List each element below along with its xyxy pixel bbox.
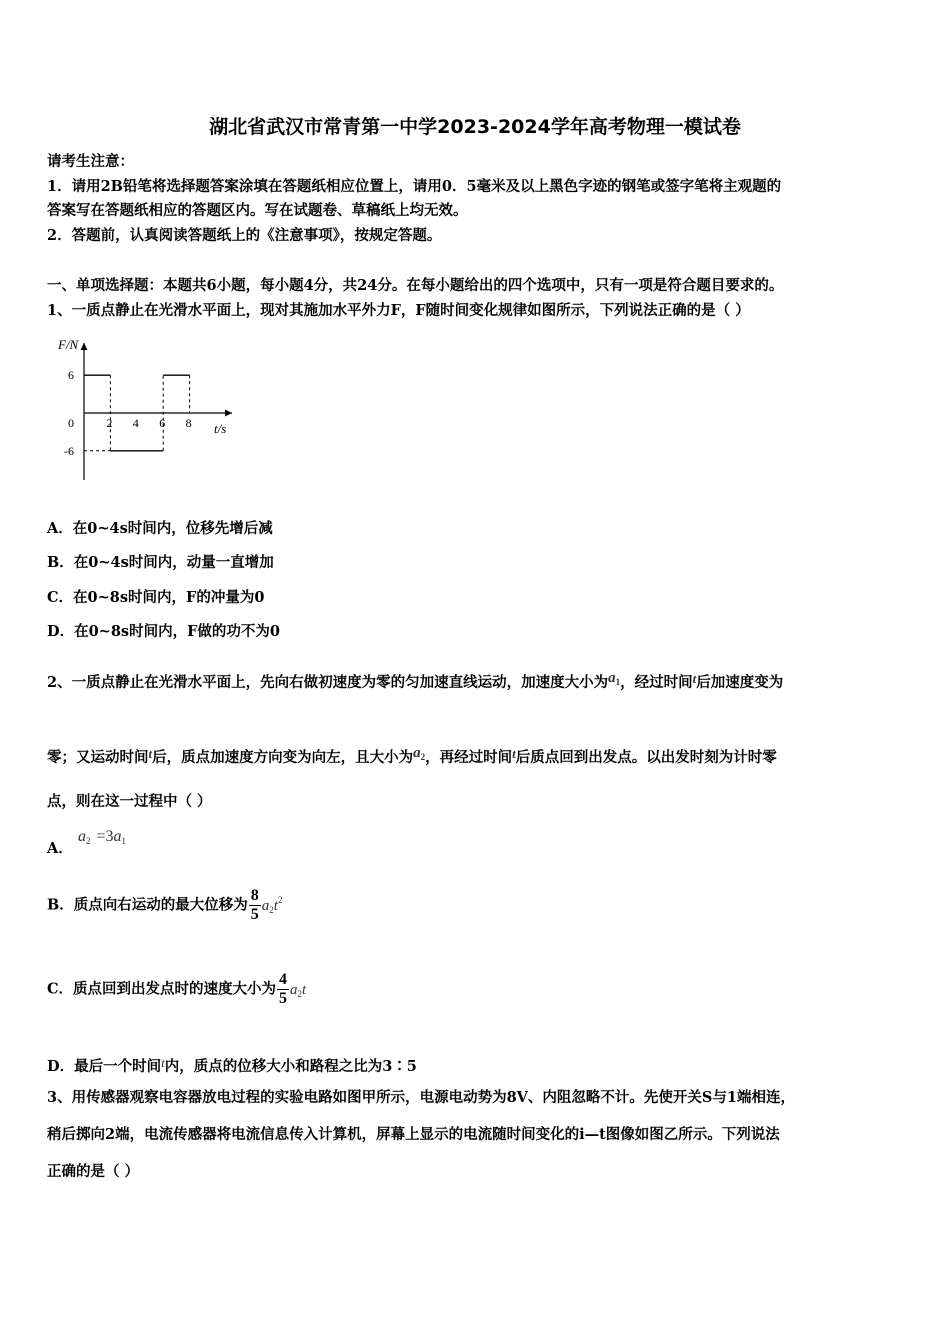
q3-line-2: 稍后掷向2端，电流传感器将电流信息传入计算机，屏幕上显示的电流随时间变化的i—t图像如图乙所示。下列说法 — [47, 1126, 780, 1143]
q1-option-d: D．在0~8s时间内，F做的功不为0 — [47, 623, 280, 640]
q2-line-1: 2、一质点静止在光滑水平面上，先向右做初速度为零的匀加速直线运动，加速度大小为$a_1$，经过时间t后加速度变为 — [47, 670, 784, 691]
x-tick-label: 6 — [159, 416, 166, 430]
notice-item-2: 2．答题前，认真阅读答题纸上的《注意事项》，按规定答题。 — [47, 227, 442, 244]
notice-heading: 请考生注意： — [47, 153, 134, 170]
y-axis-label: F/N — [58, 337, 79, 352]
q2-line-3: 点，则在这一过程中（ ） — [47, 793, 212, 810]
q2-option-d: D．最后一个时间t内，质点的位移大小和路程之比为3∶5 — [47, 1055, 417, 1075]
x-tick-label: 4 — [132, 416, 139, 430]
q1-option-c: C．在0~8s时间内，F的冲量为0 — [47, 589, 265, 606]
x-tick-label: 8 — [185, 416, 192, 430]
q2-option-c: C．质点回到出发点时的速度大小为 $\frac{4}{5}$ $a_2t$ — [47, 971, 307, 1007]
y-tick-label: -6 — [64, 443, 74, 458]
q3-line-1: 3、用传感器观察电容器放电过程的实验电路如图甲所示，电源电动势为8V、内阻忽略不计。先使开关S与1端相连， — [47, 1089, 795, 1106]
x-axis-label: t/s — [214, 421, 227, 436]
fraction-8-5: $\frac{8}{5}$ — [250, 887, 259, 923]
q1-option-b: B．在0~4s时间内，动量一直增加 — [47, 554, 274, 571]
q1-stem: 1、一质点静止在光滑水平面上，现对其施加水平外力F，F随时间变化规律如图所示，下列说法正确的是（ ） — [47, 302, 750, 319]
q2-option-a-formula: $a_2 =3a_1$ — [78, 828, 127, 846]
notice-item-1: 1．请用2B铅笔将选择题答案涂填在答题纸相应位置上，请用0．5毫米及以上黑色字迹的钢笔或签字笔将主观题的 — [47, 178, 782, 195]
q1-option-a: A．在0~4s时间内，位移先增后减 — [47, 520, 273, 537]
q1-force-time-chart — [50, 335, 250, 485]
fraction-4-5: $\frac{4}{5}$ — [279, 971, 288, 1007]
section-heading: 一、单项选择题：本题共6小题，每小题4分，共24分。在每小题给出的四个选项中，只有一项是符合题目要求的。 — [47, 277, 784, 294]
notice-item-1-cont: 答案写在答题纸相应的答题区内。写在试题卷、草稿纸上均无效。 — [47, 202, 468, 219]
q2-option-b: B．质点向右运动的最大位移为 $\frac{8}{5}$ $a_2t^2$ — [47, 887, 283, 923]
x-tick-label: 2 — [106, 416, 113, 430]
y-tick-label: 0 — [68, 416, 74, 430]
q2-line-2: 零；又运动时间t后，质点加速度方向变为向左，且大小为$a_2$，再经过时间t后质点回到出发点。以出发时刻为计时零 — [47, 745, 777, 766]
q3-line-3: 正确的是（ ） — [47, 1163, 140, 1180]
page-title: 湖北省武汉市常青第一中学2023-2024学年高考物理一模试卷 — [209, 116, 741, 138]
y-tick-label: 6 — [68, 368, 74, 383]
q2-option-a: A． — [47, 840, 73, 857]
